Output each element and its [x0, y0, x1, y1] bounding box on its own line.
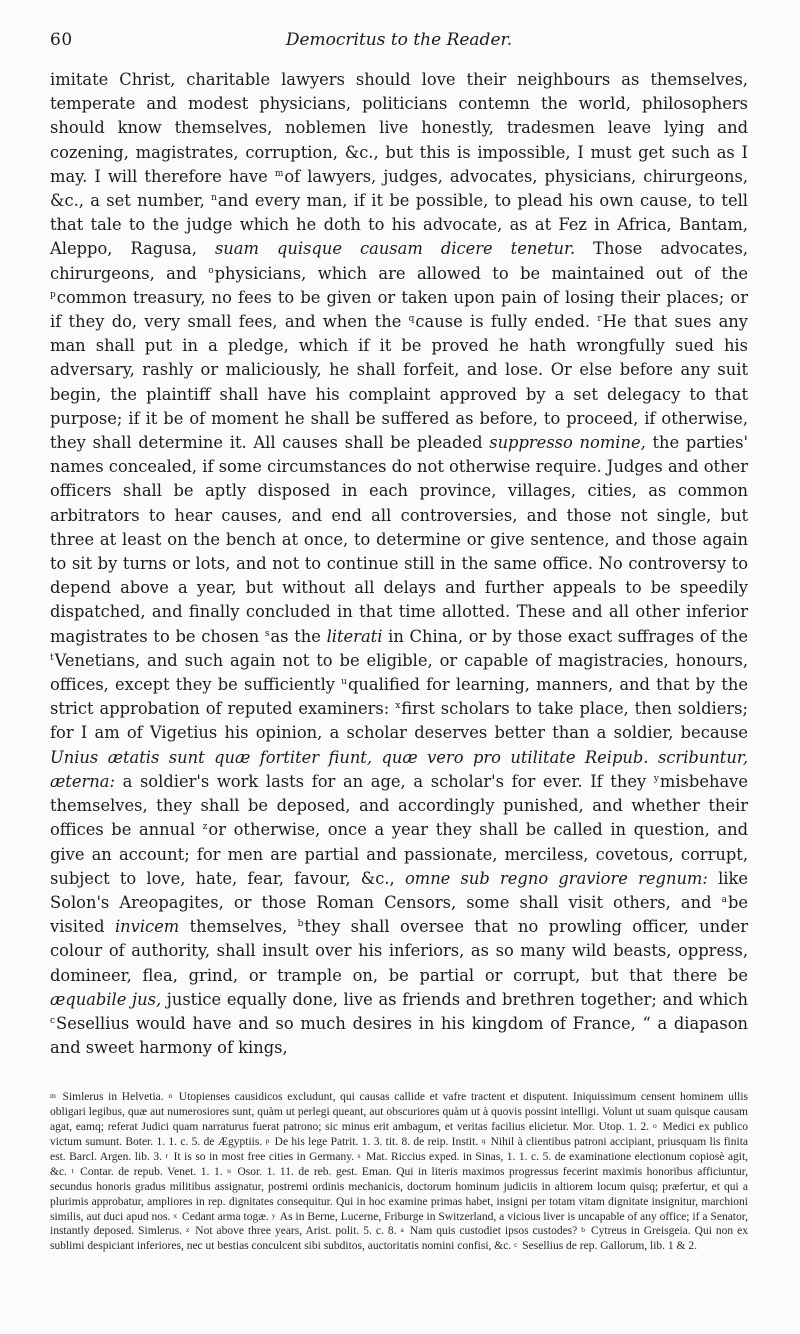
footnote-marker-t: t: [71, 1165, 74, 1175]
text-run: cause is fully ended.: [415, 312, 598, 332]
text-run: they shall oversee that no prowling officer, under colour of authority, shall insult over his inferiors, as so many wild beasts, oppress, domineer, flea, grind, or trample on, be partial or corrupt, but that there be: [50, 917, 748, 985]
text-run: a soldier's work lasts for an age, a scholar's for ever. If they: [114, 771, 654, 791]
footnote-x: Cedant arma togæ.: [179, 1210, 272, 1223]
latin-phrase: Unius ætatis sunt quæ fortiter fiunt, quæ vero pro utilitate Reipub. scribuntur, æterna:: [50, 747, 748, 791]
footnote-s: Mat. Riccius exped. in Sinas, 1. 1. c. 5. de examinatione electionum copiosè agit, &c.: [50, 1150, 749, 1178]
text-run: in China, or by those exact suffrages of the: [382, 626, 748, 646]
footnote-ref-z: z: [202, 822, 208, 833]
footnote-m: Simlerus in Helvetia.: [57, 1091, 169, 1104]
text-run: as the: [270, 626, 327, 646]
footnote-ref-m: m: [274, 168, 284, 179]
footnote-marker-y: y: [271, 1210, 276, 1220]
text-run: first scholars to take place, then soldiers; for I am of Vigetius his opinion, a scholar deserves better than a soldier, because: [50, 699, 749, 743]
text-run: justice equally done, live as friends and brethren together; and which: [161, 989, 748, 1009]
footnote-z: Not above three years, Arist. polit. 5. c. 8.: [191, 1225, 401, 1238]
footnote-ref-n: n: [211, 193, 217, 204]
footnote-ref-u: u: [341, 677, 347, 688]
latin-phrase: æquabile jus,: [50, 989, 162, 1009]
footnote-y: As in Berne, Lucerne, Friburge in Switzerland, a vicious liver is uncapable of any office; if a Senator, instantly deposed. Simlerus.: [50, 1210, 748, 1238]
footnote-ref-b: b: [297, 919, 304, 930]
footnote-marker-n: n: [168, 1091, 173, 1101]
footnote-marker-b: b: [581, 1225, 586, 1235]
footnote-ref-q: q: [408, 314, 415, 325]
text-run: Those advocates, chirurgeons, and: [50, 239, 748, 283]
footnote-marker-z: z: [185, 1225, 190, 1235]
latin-phrase: literati: [326, 626, 383, 646]
text-run: of lawyers, judges, advocates, physicians, chirurgeons, &c., a set number,: [50, 166, 748, 211]
footnote-u: Osor. 1. 11. de reb. gest. Eman. Qui in literis maximos progressus fecerint maximis honoribus afficiuntur, secundus honoris gradus militibus assignatur, postremi ordinis mechanicis, doctorum hominum judiciis in altiorem locum quisq; præfertur, et qui a plurimis approbatur, ampliores in rep. dignitates consequitur. Qui in hoc examine primas habet, insigni per totam vitam dignitate insignitur, marchioni similis, aut duci apud nos.: [50, 1165, 748, 1223]
footnote-a: Nam quis custodiet ipsos custodes?: [405, 1225, 582, 1238]
text-run: Sesellius would have and so much desires in his kingdom of France, “ a diapason and sweet harmony of kings,: [50, 1013, 748, 1058]
footnote-marker-p: p: [265, 1136, 270, 1146]
text-run: like Solon's Areopagites, or those Roman Censors, some shall visit others, and: [50, 868, 748, 912]
body-text: [50, 68, 748, 1060]
footnote-ref-o: o: [208, 265, 214, 276]
text-run: Venetians, and such again not to be eligible, or capable of magistracies, honours, offices, except they be sufficiently: [50, 650, 748, 695]
footnote-t: Contar. de repub. Venet. 1. 1.: [75, 1165, 228, 1178]
footnotes: [50, 1090, 748, 1254]
footnote-ref-a: a: [721, 894, 727, 905]
footnote-q: Nihil à clientibus patroni accipiant, priusquam lis finita est. Barcl. Argen. lib. 3.: [50, 1136, 749, 1163]
footnote-marker-c: c: [514, 1240, 518, 1250]
text-run: the parties' names concealed, if some circumstances do not otherwise require. Judges and other officers shall be aptly disposed in each province, villages, cities, as common arbitrators to hear causes, and end all controversies, and those not single, but three at least on the bench at once, to determine or give sentence, and those again to sit by turns or lots, and not to continue still in the same office. No controversy to depend above a year, but without all delays and further appeals to be speedily dispatched, and finally concluded in that time allotted. These and all other inferior magistrates to be chosen: [50, 433, 748, 646]
text-run: He that sues any man shall put in a pledge, which if it be proved he hath wrongfully sued his adversary, rashly or maliciously, he shall forfeit, and lose. Or else before any suit begin, the plaintiff shall have his complaint approved by a set delegacy to that purpose; if it be of moment he shall be suffered as before, to proceed, if otherwise, they shall determine it. All causes shall be pleaded: [50, 312, 748, 453]
text-run: physicians, which are allowed to be maintained out of the: [214, 263, 748, 283]
footnote-marker-q: q: [481, 1136, 486, 1146]
footnote-marker-m: m: [50, 1091, 56, 1101]
latin-phrase: suppresso nomine,: [489, 433, 646, 453]
page-header: [50, 28, 748, 62]
latin-phrase: invicem: [114, 917, 180, 937]
running-title: Democritus to the Reader.: [285, 30, 513, 50]
footnote-marker-a: a: [400, 1225, 404, 1235]
text-run: be visited: [50, 892, 748, 937]
text-run: and every man, if it be possible, to plead his own cause, to tell that tale to the judge which he doth to his advocate, as at Fez in Africa, Bantam, Aleppo, Ragusa,: [50, 191, 748, 259]
footnote-marker-u: u: [227, 1165, 231, 1175]
latin-phrase: omne sub regno graviore regnum:: [404, 868, 708, 888]
footnote-p: De his lege Patrit. 1. 3. tit. 8. de reip. Instit.: [271, 1136, 482, 1149]
footnote-marker-s: s: [357, 1150, 361, 1160]
page-number: 60: [50, 30, 73, 50]
text-run: or otherwise, once a year they shall be called in question, and give an account; for men are partial and passionate, merciless, covetous, corrupt, subject to love, hate, fear, favour, &c.,: [50, 820, 748, 888]
footnote-marker-r: r: [165, 1150, 169, 1160]
footnote-ref-y: y: [653, 773, 659, 784]
text-run: qualified for learning, manners, and that by the strict approbation of reputed examiners:: [50, 675, 749, 719]
footnote-ref-x: x: [395, 701, 401, 712]
text-run: imitate Christ, charitable lawyers should love their neighbours as themselves, temperate and modest physicians, politicians contemn the world, philosophers should know themselves, noblemen live honestly, tradesmen leave lying and cozening, magistrates, corruption, &c., but this is impossible, I must get such as I may. I will therefore have: [50, 70, 748, 186]
footnote-ref-p: p: [50, 289, 56, 300]
footnote-ref-r: r: [597, 314, 602, 325]
text-run: themselves,: [179, 917, 298, 937]
footnote-c: Sesellius de rep. Gallorum, lib. 1 & 2.: [519, 1240, 697, 1253]
footnote-marker-x: x: [173, 1210, 178, 1220]
text-run: misbehave themselves, they shall be deposed, and accordingly punished, and whether their offices be annual: [50, 771, 748, 840]
main-paragraph: [50, 68, 748, 1060]
footnote-r: It is so in most free cities in Germany.: [170, 1150, 358, 1163]
footnote-n: Utopienses causidicos excludunt, qui causas callide et vafre tractent et disputent. Iniquissimum censent hominem ullis obligari legibus, quæ aut numerosiores sunt, quàm ut perlegi queant, aut obscuriores quàm ut à quovis possint intelligi. Volunt ut suam quisque causam agat, eamq; referat Judici quam narraturus fuerat patrono; sic minus erit ambagum, et veritas facilius elicietur. Mor. Utop. 1. 2.: [50, 1091, 749, 1134]
footnote-block: [50, 1090, 748, 1254]
footnote-b: Cytreus in Greisgeia. Qui non ex sublimi despiciant inferiores, nec ut bestias conculcent sibi subditos, auctoritatis nomini confisi, &c.: [50, 1225, 749, 1253]
footnote-ref-c: c: [50, 1015, 56, 1026]
latin-phrase: suam quisque causam dicere tenetur.: [214, 239, 576, 259]
footnote-ref-s: s: [264, 628, 270, 639]
text-run: common treasury, no fees to be given or taken upon pain of losing their places; or if they do, very small fees, and when the: [50, 287, 748, 332]
footnote-o: Medici ex publico victum sumunt. Boter. 1. 1. c. 5. de Ægyptiis.: [50, 1121, 748, 1149]
footnote-marker-o: o: [652, 1121, 657, 1131]
footnote-ref-t: t: [50, 652, 54, 663]
